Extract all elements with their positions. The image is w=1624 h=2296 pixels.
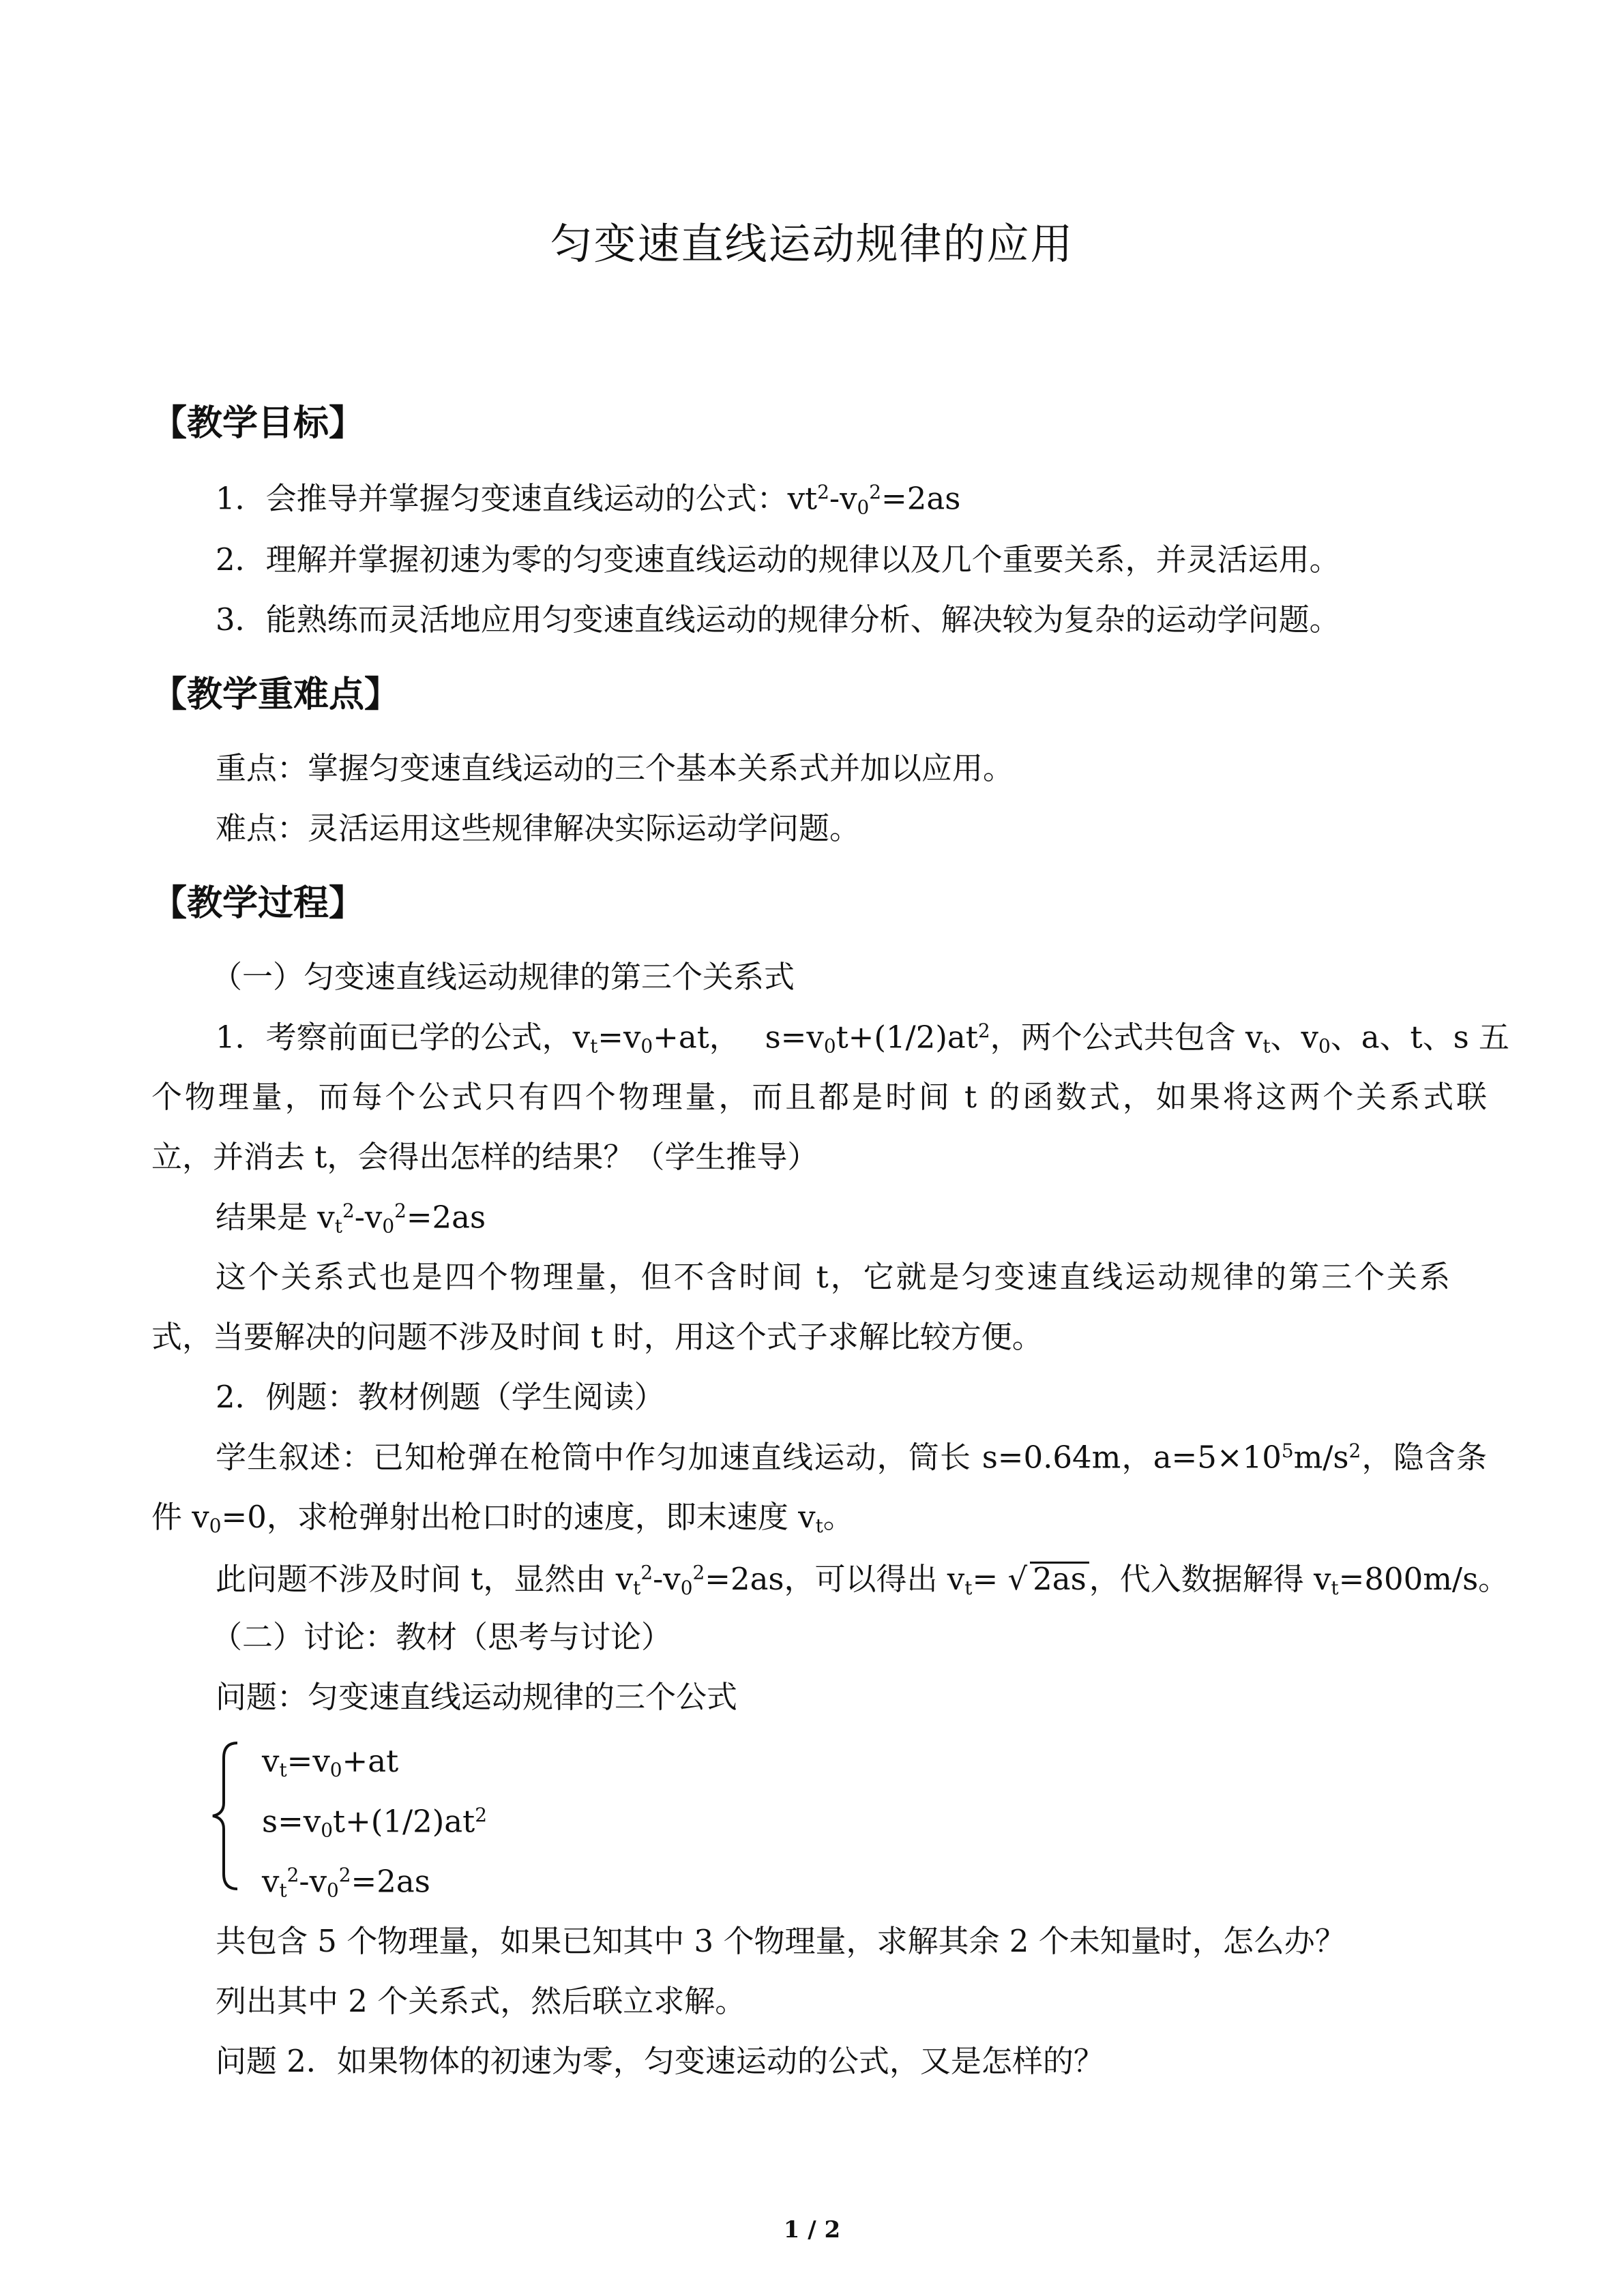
formula-2: $s=v_0t+(1/2)at^2$ xyxy=(262,1803,487,1842)
paragraph-1-line-3: 立，并消去 t，会得出怎样的结果？（学生推导） xyxy=(151,1139,818,1175)
example-line-2: 件 $v_0=0$，求枪弹射出枪口时的速度，即末速度 $v_t$。 xyxy=(151,1499,854,1537)
goal-1: 1．会推导并掌握匀变速直线运动的公式：$vt^2-v_0^2=2as$ xyxy=(216,480,961,519)
example-line-3: 此问题不涉及时间 t，显然由 $v_t^2-v_0^2=2as$，可以得出 $v_t=$ √ 2as，代入数据解得 $v_t=800m/s$。 xyxy=(216,1561,1509,1599)
paragraph-2-line-1: 这个关系式也是四个物理量，但不含时间 t，它就是匀变速直线运动规律的第三个关系 xyxy=(216,1259,1450,1295)
paragraph-1-line-1: 1．考察前面已学的公式，$v_t=v_0+at$， $s=v_0t+(1/2)at^2$，两个公式共包含 $v_t$、$v_0$、a、t、s 五 xyxy=(216,1019,1510,1058)
formula-3: $v_t^2-v_0^2=2as$ xyxy=(262,1863,430,1902)
keypoint-focus: 重点：掌握匀变速直线运动的三个基本关系式并加以应用。 xyxy=(216,750,1014,786)
example-title: 2．例题：教材例题（学生阅读） xyxy=(216,1379,665,1415)
part2-title: （二）讨论：教材（思考与讨论） xyxy=(211,1619,673,1655)
formula-1: $v_t=v_0+at$ xyxy=(262,1743,399,1781)
question-2: 问题 2．如果物体的初速为零，匀变速运动的公式，又是怎样的？ xyxy=(216,2043,1104,2079)
section-heading-goals: 【教学目标】 xyxy=(151,403,365,444)
page-title: 匀变速直线运动规律的应用 xyxy=(550,219,1074,269)
section-heading-process: 【教学过程】 xyxy=(151,883,365,924)
answer-line: 列出其中 2 个关系式，然后联立求解。 xyxy=(216,1983,746,2019)
result-line: 结果是 $v_t^2-v_0^2=2as$ xyxy=(216,1199,486,1238)
question-line-2: 共包含 5 个物理量，如果已知其中 3 个物理量，求解其余 2 个未知量时，怎么办？ xyxy=(216,1923,1346,1959)
paragraph-1-line-2: 个物理量，而每个公式只有四个物理量，而且都是时间 t 的函数式，如果将这两个关系式联 xyxy=(151,1079,1487,1115)
page-number: 1 / 2 xyxy=(783,2216,841,2243)
keypoint-difficulty: 难点：灵活运用这些规律解决实际运动学问题。 xyxy=(216,810,861,846)
part1-title: （一）匀变速直线运动规律的第三个关系式 xyxy=(211,959,795,995)
question-line: 问题：匀变速直线运动规律的三个公式 xyxy=(216,1679,738,1715)
left-brace-icon xyxy=(207,1738,248,1894)
goal-3: 3．能熟练而灵活地应用匀变速直线运动的规律分析、解决较为复杂的运动学问题。 xyxy=(216,601,1340,638)
goal-2: 2．理解并掌握初速为零的匀变速直线运动的规律以及几个重要关系，并灵活运用。 xyxy=(216,541,1340,578)
example-line-1: 学生叙述：已知枪弹在枪筒中作匀加速直线运动，筒长 s=0.64m，$a=5\times 10^5m/s^2$，隐含条 xyxy=(216,1439,1487,1476)
section-heading-keypoints: 【教学重难点】 xyxy=(151,674,400,715)
paragraph-2-line-2: 式，当要解决的问题不涉及时间 t 时，用这个式子求解比较方便。 xyxy=(151,1319,1043,1355)
